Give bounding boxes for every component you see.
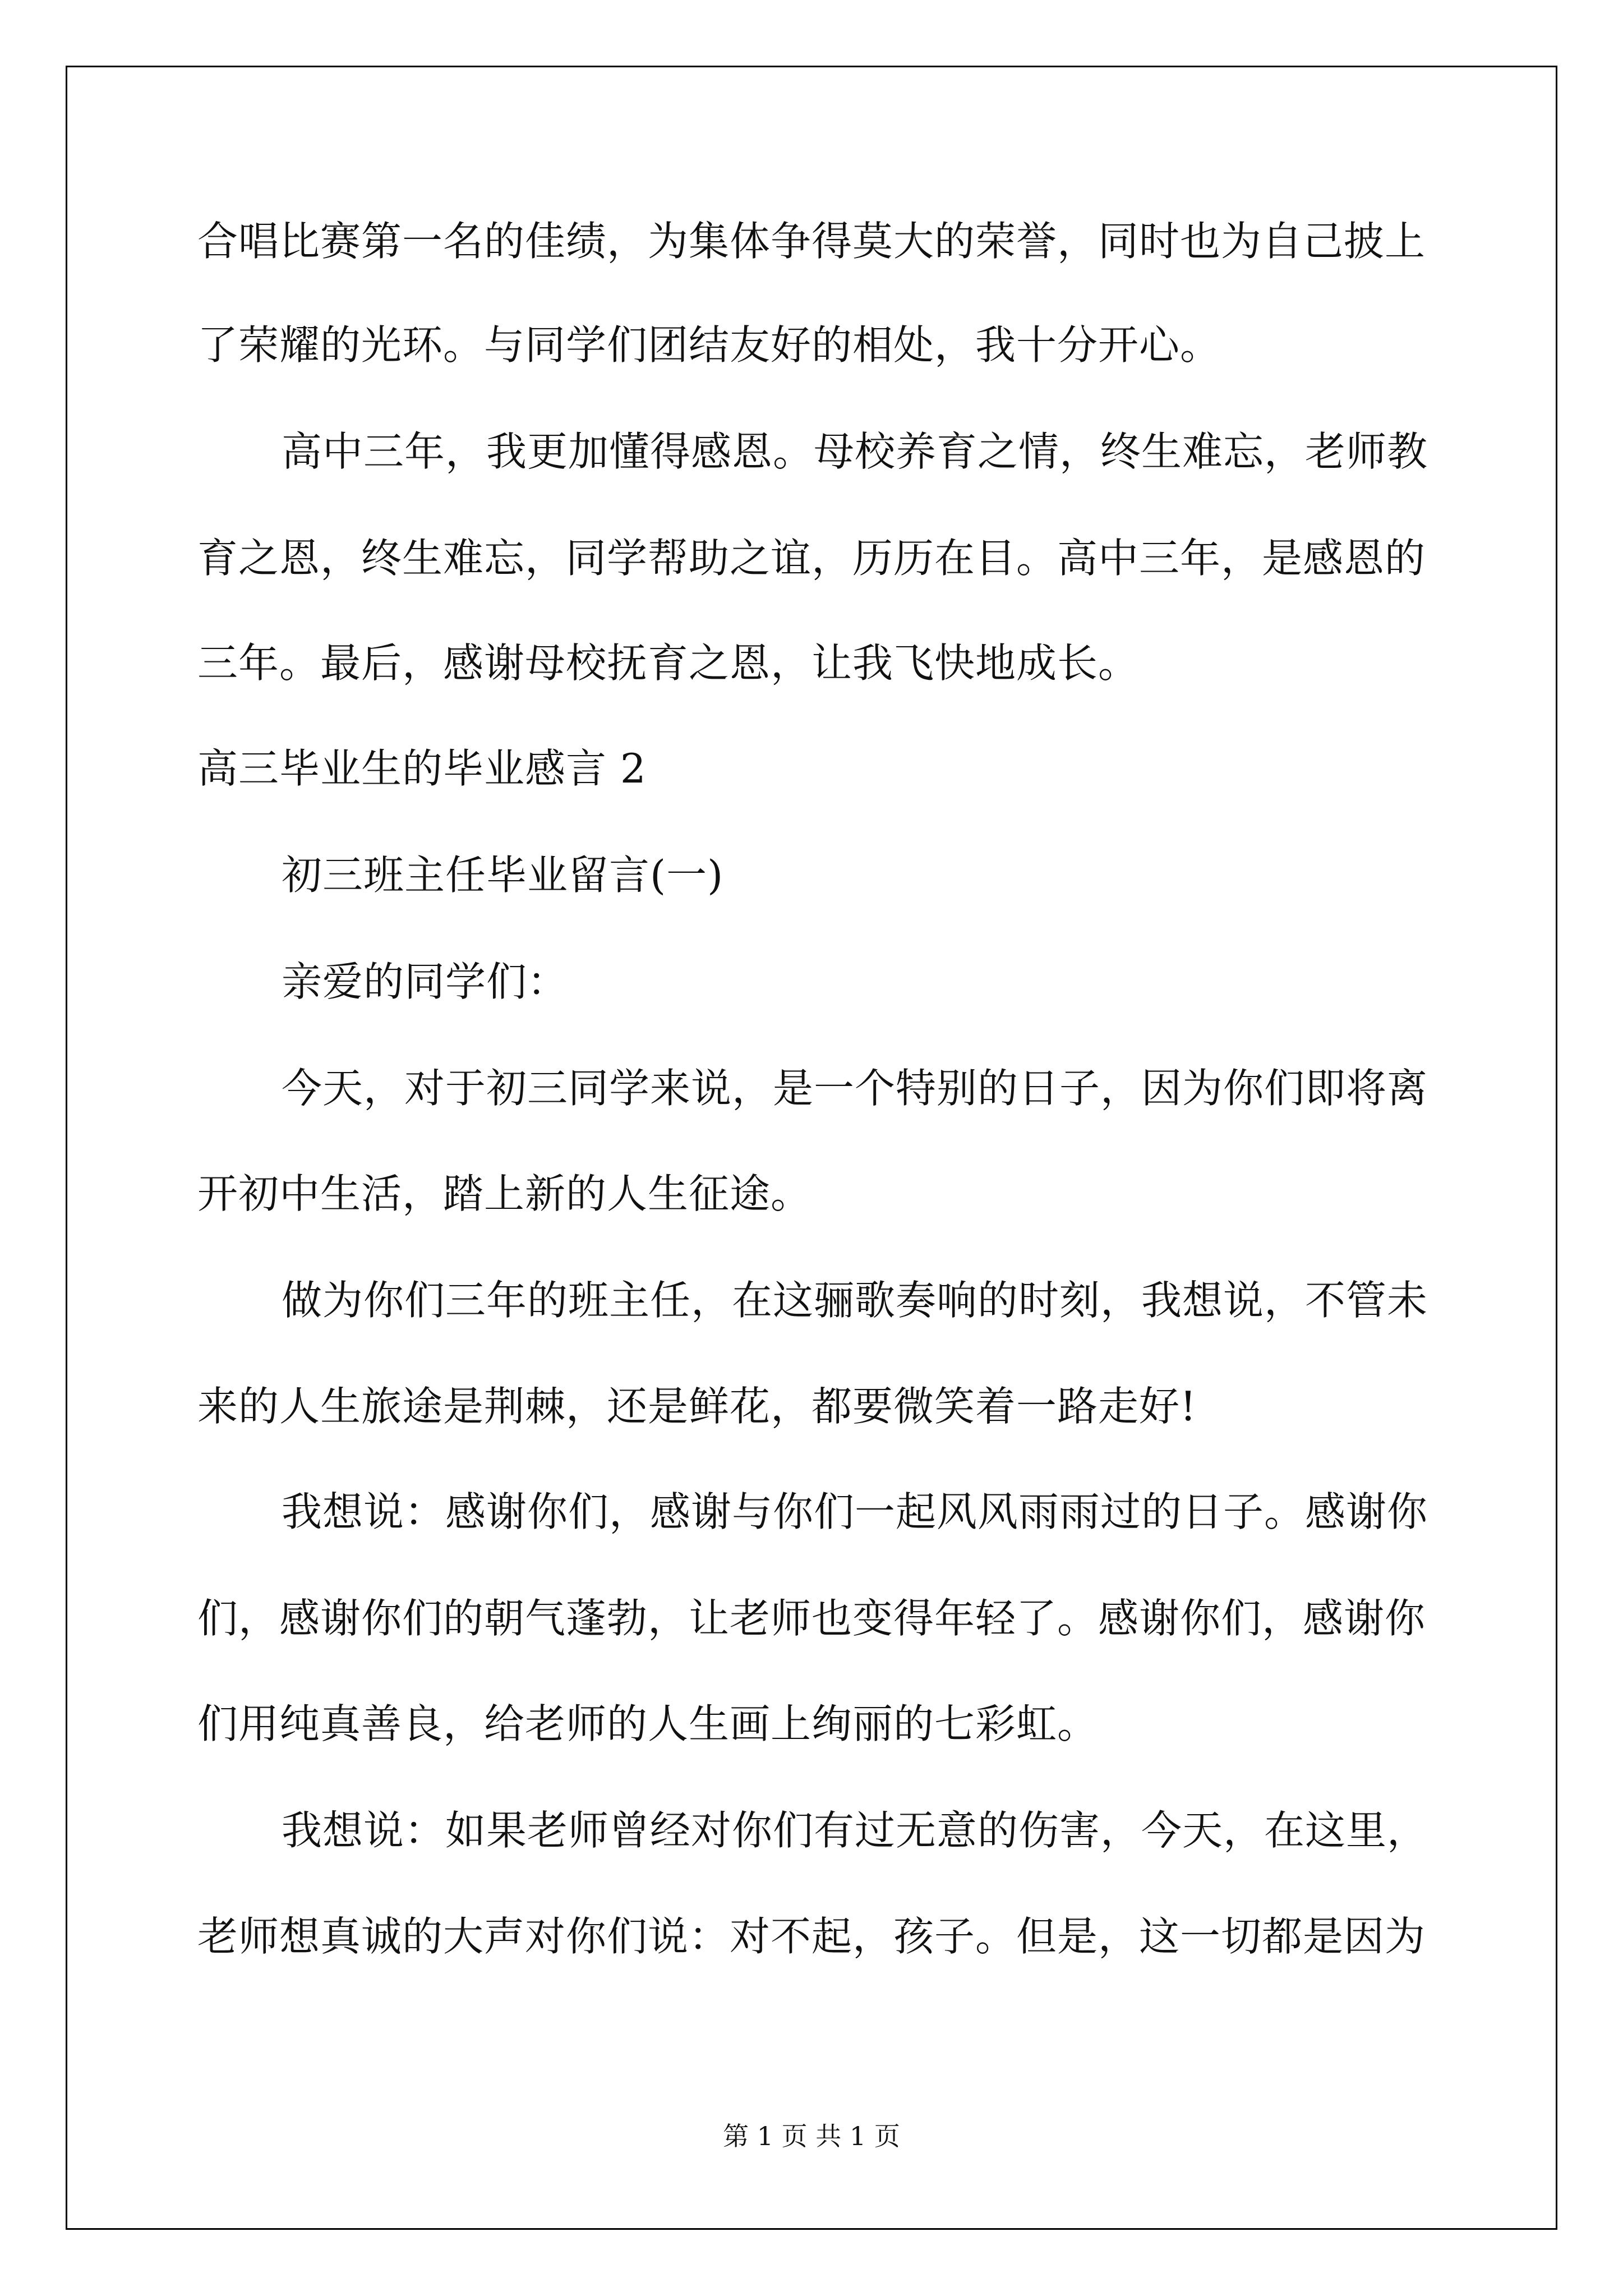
paragraph-line: 育之恩，终生难忘，同学帮助之谊，历历在目。高中三年，是感恩的 bbox=[197, 535, 1426, 582]
paragraph-line: 我想说：如果老师曾经对你们有过无意的伤害，今天，在这里， bbox=[282, 1807, 1428, 1854]
paragraph-line: 三年。最后，感谢母校抚育之恩，让我飞快地成长。 bbox=[197, 639, 1140, 687]
paragraph-line: 我想说：感谢你们，感谢与你们一起风风雨雨过的日子。感谢你 bbox=[282, 1488, 1428, 1535]
paragraph-line: 今天，对于初三同学来说，是一个特别的日子，因为你们即将离 bbox=[282, 1065, 1428, 1112]
page-border bbox=[66, 66, 1557, 2230]
paragraph-line: 高中三年，我更加懂得感恩。母校养育之情，终生难忘，老师教 bbox=[282, 428, 1428, 475]
section-heading: 高三毕业生的毕业感言 2 bbox=[197, 745, 647, 792]
subheading: 初三班主任毕业留言(一) bbox=[282, 852, 724, 899]
paragraph-line: 们，感谢你们的朝气蓬勃，让老师也变得年轻了。感谢你们，感谢你 bbox=[197, 1595, 1426, 1642]
paragraph-line: 了荣耀的光环。与同学们团结友好的相处，我十分开心。 bbox=[197, 321, 1221, 369]
page-footer: 第 1 页 共 1 页 bbox=[723, 2121, 900, 2151]
paragraph-line: 老师想真诚的大声对你们说：对不起，孩子。但是，这一切都是因为 bbox=[197, 1913, 1426, 1960]
paragraph-line: 做为你们三年的班主任，在这骊歌奏响的时刻，我想说，不管未 bbox=[282, 1277, 1428, 1324]
paragraph-line: 们用纯真善良，给老师的人生画上绚丽的七彩虹。 bbox=[197, 1700, 1099, 1747]
paragraph-line: 开初中生活，踏上新的人生征途。 bbox=[197, 1170, 812, 1217]
paragraph-line: 来的人生旅途是荆棘，还是鲜花，都要微笑着一路走好! bbox=[197, 1383, 1197, 1430]
paragraph-line: 合唱比赛第一名的佳绩，为集体争得莫大的荣誉，同时也为自己披上 bbox=[197, 218, 1426, 265]
salutation: 亲爱的同学们： bbox=[282, 958, 569, 1005]
